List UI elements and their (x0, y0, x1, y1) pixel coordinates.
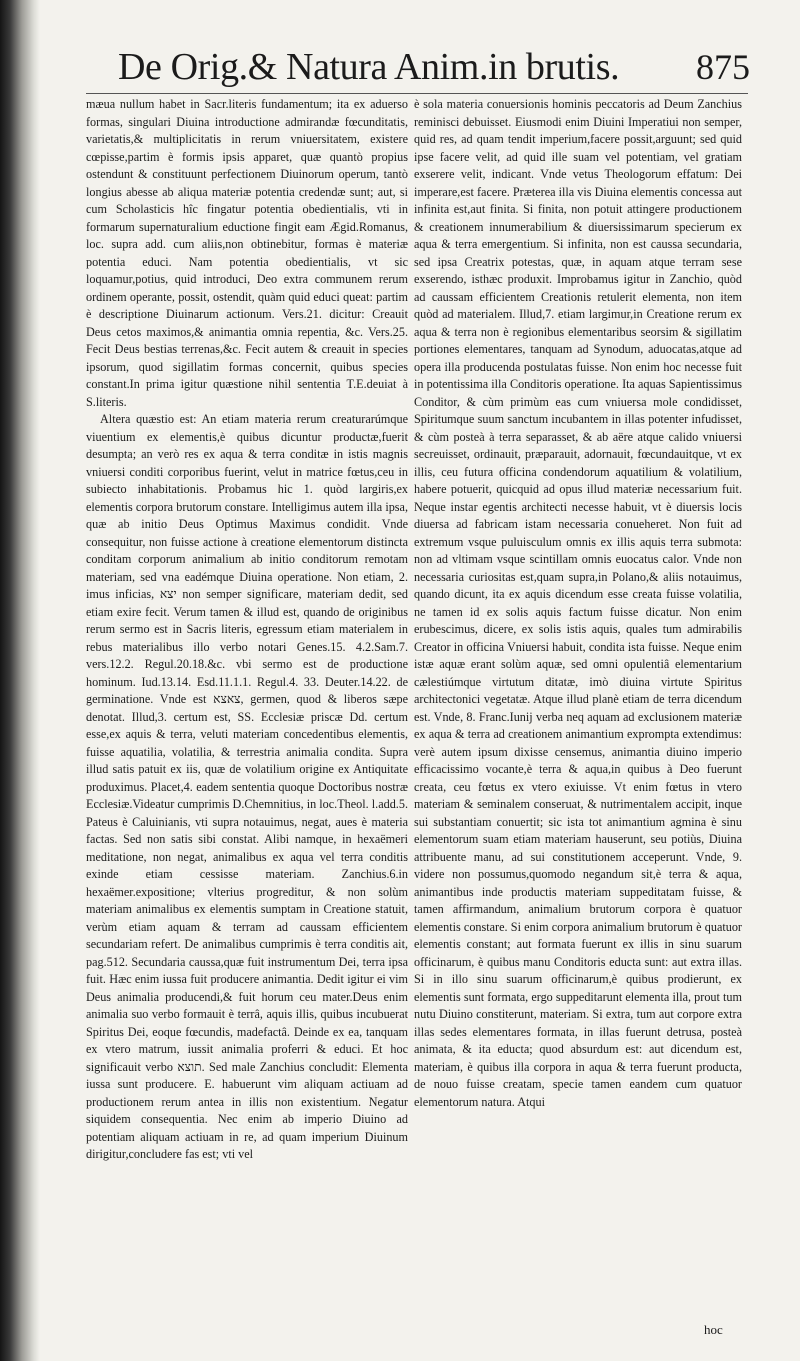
left-paragraph-1: mæua nullum habet in Sacr.literis fundamentum; ita ex aduerso formas, singulari Diuina introductione admirandæ fœcunditatis, varietatis,& multiplicitatis in rerum vniuersitatem, existere cœpisse,partim è formis ipsis apparet, quæ quantò propius ostendunt & constituunt perfectionem Diuinorum operum, tantò longius abesse ab aliqua materiæ potentia credendæ sunt; aut, si cum Scholasticis hîc fingatur potentia obedientialis, vti in formarum supernaturalium eductione fingit eam Ægid.Romanus, loc. supra add. cum aliis,non obtinebitur, formas è materiæ potentia educi. Nam potentia obedientialis, vt sic loquamur,potius, quid introduci, Deo extra communem rerum ordinem operante, possit, ostendit, quàm quid educi queat: partim è descriptione Diuinarum actionum. Vers.21. dicitur: Creauit Deus cetos maximos,& animantia omnia repentia, &c. Vers.25. Fecit Deus bestias terrenas,&c. Fecit autem & creauit in species ipsorum, quod sigillatim formas concernit, quibus species constant.In prima igitur quæstione nihil sententia T.E.deuiat à S.literis. (86, 97, 408, 409)
left-column (86, 96, 408, 1164)
header-rule (86, 93, 748, 94)
right-column (414, 96, 742, 1111)
right-paragraph-1: è sola materia conuersionis hominis peccatoris ad Deum Zanchius reminisci debuisset. Eiusmodi enim Diuini Imperatiui non semper, quid res, ad quam tendit imperium,facere possit,arguunt; sed quid ipse facere velit, ad quid ille suam vel potentiam, vel gratiam exserere velit, indicant. Vnde vetus Theologorum effatum: Dei imperare,est facere. Præterea illa vis Diuina elementis concessa aut infinita est,aut finita. Si finita, non potuit attingere productionem & creationem innumerabilium & diuersissimarum specierum ex aqua & terra emergentium. Si infinita, non est caussa secundaria, sed ipsa Creatrix potestas, quæ, in aquam atque terram sese exserendo, isthæc produxit. Improbamus igitur in Zanchio, quòd ad caussam efficientem Creationis retulerit elementa, non item quòd ad materialem. Illud,7. etiam largimur,in Creatione rerum ex aqua & terra non è regionibus elementaribus seorsim & sigillatim portiones elementares, tanquam ad Synodum, aduocatas,atque ad opera illa producenda postulatas fuisse. Non enim hoc necesse fuit in potentissima illa Conditoris operatione. Ita aquas Sapientissimus Conditor, & cùm primùm eas cum vniuersa mole condidisset, Spiritumque suum sanctum incubantem in illas potenter infudisset, & cùm posteà à terra separasset, & ab aëre atque calido vniuersi secreuisset, ordinauit, præparauit, adornauit, fœcundauitque, vt ex illis, ceu futura officina condendorum aquatilium & volatilium, habere potuerit, quicquid ad opus illud materiæ necessarium fuit. Neque instar egentis architecti necesse habuit, vt è diuersis locis diuersa ad fabricam istam necessaria conueheret. Non fuit ad extremum vsque puluisculum omnis ex illis aquis terra submota: non ad vltimam vsque scintillam omnis euocatus calor. Vnde non necessaria curiositas est,quam supra,in Polano,& aliis notauimus, quando dicunt, ita ex aquis dicendum esse creata fuisse volatilia, ne tamen id ex solis aquis factum fuisse dicatur. Non enim erubescimus, dicere, ex solis istis aquis, quales tum admirabilis Creator in officina Vniuersi habuit, condita ista fuisse. Neque enim istæ aquæ erant solùm aquæ, sed omni opulentiâ elementarium cælestiúmque virtutum ditatæ, imò diuina virtute Spiritus architectonici vegetatæ. Atque illud planè etiam de terra dicendum est. Vnde, 8. Franc.Iunij verba neq aquam ad exclusionem materiæ ex aqua & terra ad creationem animantium exprompta extendimus: verè autem ipsum dixisse censemus, animantia diuino imperio efficacissimo vocante,è terra & aqua,in quibus à Deo fuerunt creata, ceu fœtus ex vtero exiuisse. Vt enim fœtus in vtero materiam & seminalem conseruat, & nutrimentalem accipit, inque sui substantiam conuertit; sic ista tot animantium agmina è sinu elementorum suam etiam materiam hauserunt, seu potiùs, Diuina attribuente manu, ad sui constitutionem acceperunt. Vnde, 9. videre non possumus,quomodo negandum sit,è terra & aqua, animantibus inde productis materiam suppeditatam fuisse, & tamen affirmandum, animalium brutorum corpora è quatuor elementis constare. Si enim corpora animalium brutorum è quatuor elementis constant; aut formata fuerunt ex illis in sinu suarum officinarum, è quibus manu Conditoris educta sunt: aut extra illas. Si in illo sinu suarum officinarum,è quibus prodierunt, ex elementis sunt formata, ergo suppeditarunt elementa illa, prout tum nutu Diuino constiterunt, materiam. Si extra, tum aut corpore extra illas sedes elementares formata, in illas fuerunt detrusa, posteà animata, & ita educta; quod absurdum est: aut dicendum est, materiam, è quibus illa corpora in aqua & terra fuerunt producta, de nouo fuisse creatam, specie tamen eandem cum quatuor elementorum natura. Atqui (414, 97, 742, 1109)
left-paragraph-2: Altera quæstio est: An etiam materia rerum creaturarúmque viuentium ex elementis,è quibus dicuntur productæ,fuerit desumpta; an verò res ex aqua & terra conditæ in istis magnis vniuersi conditi corporibus fuerint, velut in matrice fœtus,ceu in subiecto inhabitationis. Probamus hic 1. quòd largiris,ex elementis corpora brutorum constare. Intelligimus autem illa ipsa, quæ ab initio Deus Optimus Maximus condidit. Vnde consequitur, non fuisse actione à creatione elementorum distincta conditam corporum animalium ab initio conditorum remotam materiam, sed vna eadémque Diuina operatione. Non etiam, 2. imus inficias, יצא non semper significare, materiam dedit, sed etiam exire fecit. Verum tamen & illud est, quando de originibus rerum sermo est in Sacris literis, egressum etiam materialem in rebus materialibus illo verbo notari Genes.15. 4.2.Sam.7. vers.12.2. Regul.20.18.&c. vbi sermo est de productione hominum. Iud.13.14. Esd.11.1.1. Regul.4. 33. Deuter.14.22. de germinatione. Vnde est צאצא, germen, quod & liberos sæpe denotat. Illud,3. certum est, SS. Ecclesiæ priscæ Dd. certum esse,ex aquis & terra, veluti materiam concedentibus elementis, fuisse aquatilia, volatilia, & terrestria animalia condita. Supra illud satis patuit ex iis, quæ de volatilium origine ex Antiquitate produximus. Placet,4. eadem sententia quoque Doctoribus nostræ Ecclesiæ.Videatur cumprimis D.Chemnitius, in loc.Theol. l.add.5. Pateus è Caluinianis, vti supra notauimus, negat, aues è materia factas. Sed non satis sibi constat. Alibi namque, in hexaëmeri meditatione, non negat, animalibus ex aqua vel terra conditis exinde etiam cessisse materiam. Zanchius.6.in hexaëmer.expositione; vlterius progreditur, & non solùm materiam animalibus ex elementis sumptam in Creatione statuit, verùm etiam aquam & terram ad caussam efficientem secundariam refert. De animalibus cumprimis è terra conditis ait, pag.512. Secundaria caussa,quæ fuit instrumentum Dei, terra ipsa fuit. Hæc enim iussa fuit producere animantia. Dedit igitur ei vim Deus animalia producendi,& fuit horum ceu mater.Deus enim animalia suo verbo formauit è terrâ, aquis illis, quibus incubuerat Spiritus Dei, eoque fœcundis, madefactâ. Deinde ex ea, tanquam ex vtero matrum, iussit animalia proferri & educi. Et hoc significauit verbo תוצא. Sed male Zanchius concludit: Elementa iussa sunt producere. E. habuerunt vim aliquam actiuam ad productionem rerum antea in illis non existentium. Negatur siquidem consequentia. Nec enim ab imperio Diuino ad potentiam aliquam actiuam in re, ad quam imperium Diuinum dirigitur,concludere fas est; vti vel (86, 412, 409, 1161)
running-title: De Orig.& Natura Anim.in brutis. (118, 46, 620, 88)
catchword: hoc (704, 1322, 723, 1337)
page-header (118, 44, 750, 92)
binding-shadow (0, 0, 40, 1361)
page-number: 875 (696, 47, 750, 87)
